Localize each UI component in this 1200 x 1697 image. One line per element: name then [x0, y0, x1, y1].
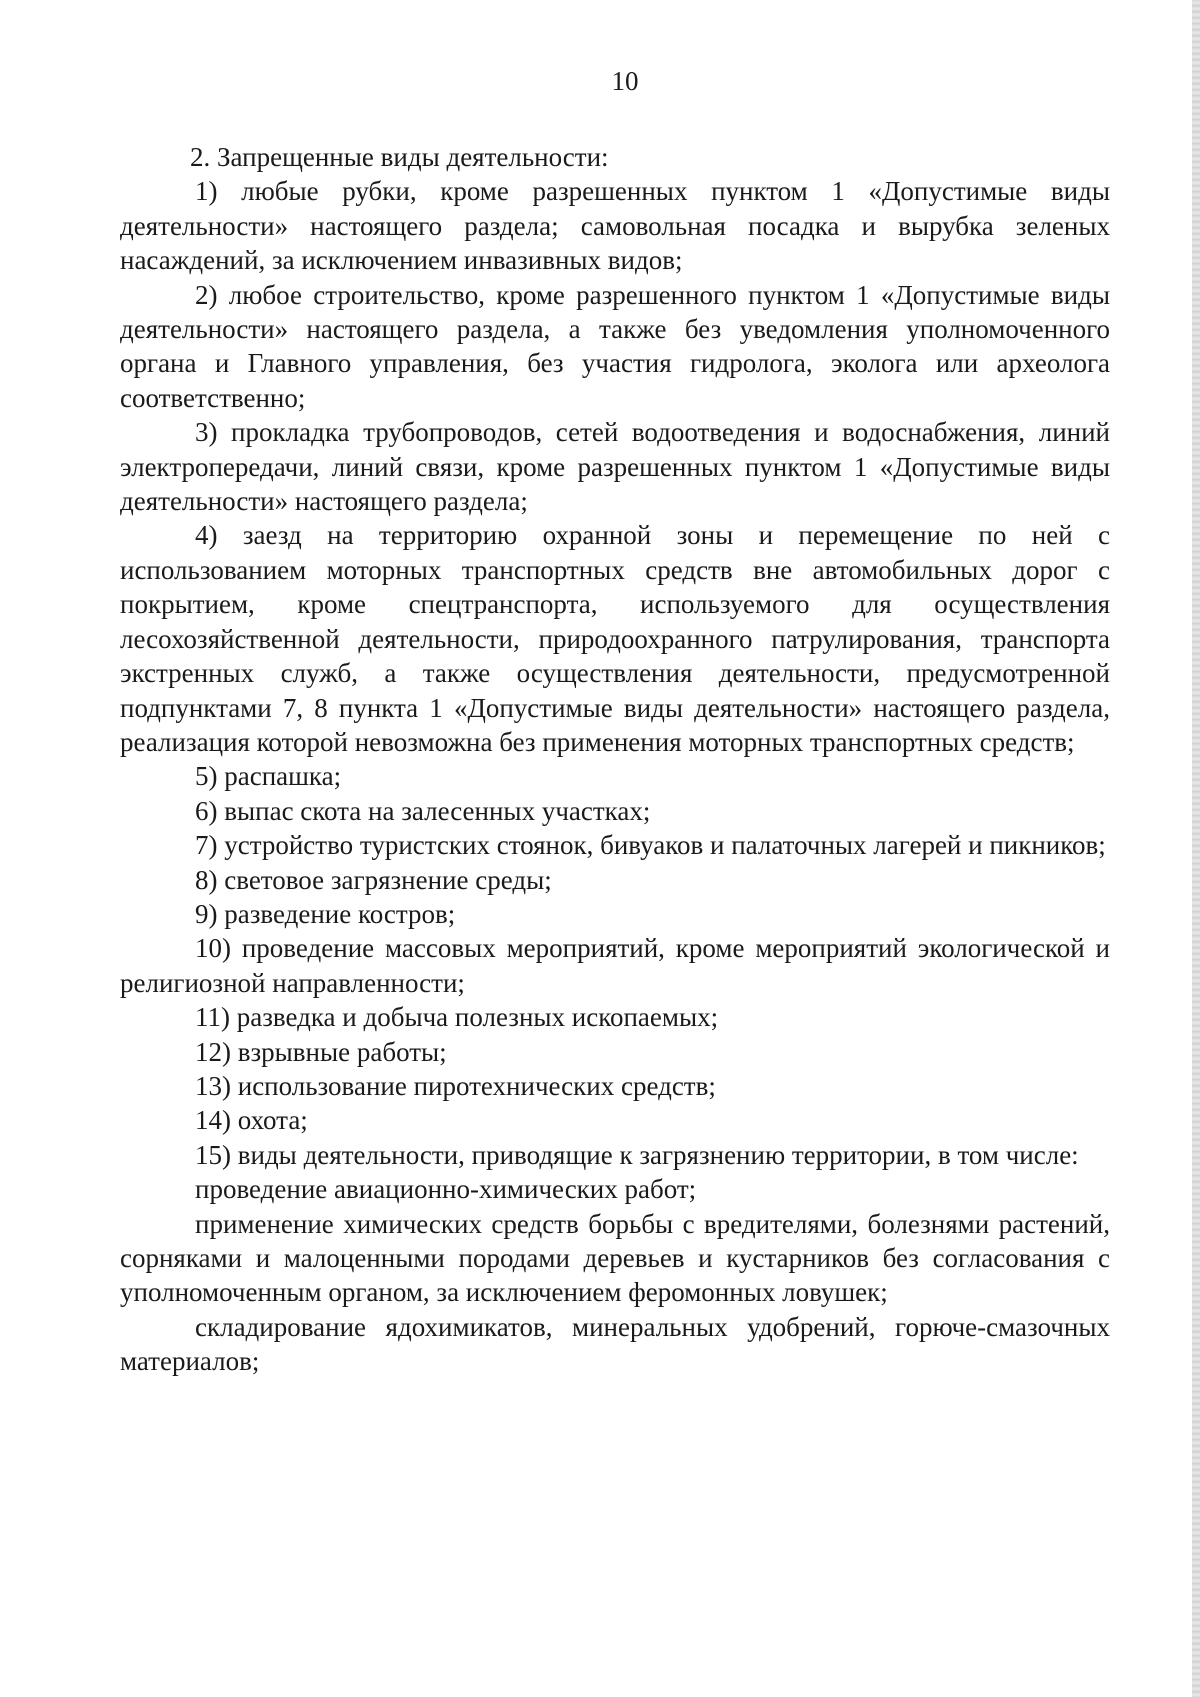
paragraph-item-14: 14) охота;	[195, 1105, 308, 1136]
paragraph-item-4: 4) заезд на территорию охранной зоны и перемещение по ней с использованием моторных транспортных средств вне автомобильных дорог с покрытием, кроме спецтранспорта, используемого для осуществления лесохозяйственной деятельности, природоохранного патрулирования, транспорта экстренных служб, а также осуществления деятельности, предусмотренной подпунктами 7, 8 пункта 1 «Допустимые виды деятельности» настоящего раздела, реализация которой невозможна без применения моторных транспортных средств;	[120, 520, 1110, 757]
paragraph-subitem-storage: складирование ядохимикатов, минеральных удобрений, горюче-смазочных материалов;	[120, 1311, 1110, 1377]
paragraph-subitem-aviation: проведение авиационно-химических работ;	[195, 1174, 697, 1205]
scan-edge-strip	[1192, 0, 1200, 1697]
document-body	[120, 140, 1110, 1379]
paragraph-item-9: 9) разведение костров;	[195, 898, 456, 929]
section-heading: 2. Запрещенные виды деятельности:	[190, 142, 609, 172]
paragraph-item-15: 15) виды деятельности, приводящие к загрязнению территории, в том числе:	[195, 1139, 1079, 1170]
paragraph-item-7: 7) устройство туристских стоянок, бивуаков и палаточных лагерей и пикников;	[195, 830, 1106, 861]
paragraph-item-3: 3) прокладка трубопроводов, сетей водоотведения и водоснабжения, линий электропередачи, линий связи, кроме разрешенных пунктом 1 «Допустимые виды деятельности» настоящего раздела;	[120, 417, 1110, 517]
page-number: 10	[611, 66, 639, 96]
paragraph-item-2: 2) любое строительство, кроме разрешенного пунктом 1 «Допустимые виды деятельности» настоящего раздела, а также без уведомления уполномоченного органа и Главного управления, без участия гидролога, эколога или археолога соответственно;	[120, 279, 1110, 413]
paragraph-item-8: 8) световое загрязнение среды;	[195, 864, 552, 895]
paragraph-item-10: 10) проведение массовых мероприятий, кроме мероприятий экологической и религиозной направленности;	[120, 933, 1110, 998]
paragraph-subitem-chemicals: применение химических средств борьбы с вредителями, болезнями растений, сорняками и малоценными породами деревьев и кустарников без согласования с уполномоченным органом, за исключением феромонных ловушек;	[120, 1208, 1110, 1308]
paragraph-item-1: 1) любые рубки, кроме разрешенных пунктом 1 «Допустимые виды деятельности» настоящего раздела; самовольная посадка и вырубка зеленых насаждений, за исключением инвазивных видов;	[120, 176, 1110, 276]
paragraph-item-12: 12) взрывные работы;	[195, 1036, 447, 1067]
paragraph-item-13: 13) использование пиротехнических средств;	[195, 1070, 716, 1101]
paragraph-item-11: 11) разведка и добыча полезных ископаемых;	[195, 1002, 719, 1033]
paragraph-item-6: 6) выпас скота на залесенных участках;	[195, 795, 651, 826]
paragraph-item-5: 5) распашка;	[195, 761, 342, 792]
